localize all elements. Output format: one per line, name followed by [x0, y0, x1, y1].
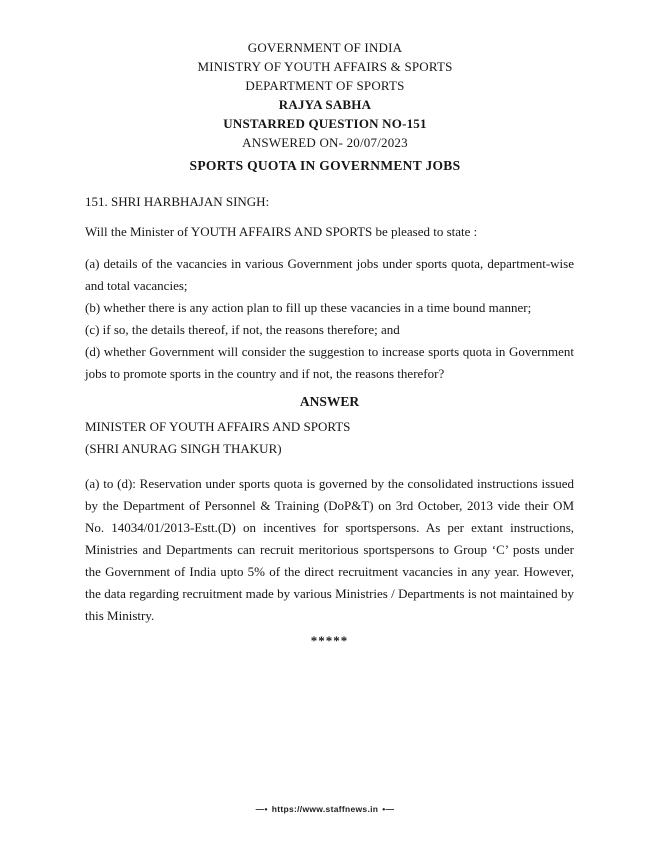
page-footer — [0, 804, 650, 814]
end-of-document-marker: ***** — [310, 633, 349, 648]
question-member-name: 151. SHRI HARBHAJAN SINGH: — [85, 194, 270, 209]
header-house: RAJYA SABHA — [278, 97, 372, 112]
header-government-of-india: GOVERNMENT OF INDIA — [247, 40, 403, 55]
answer-body-text: (a) to (d): Reservation under sports quota is governed by the consolidated instructions issued by the Department of Personnel & Training (DoP&T) on 3rd October, 2013 vide their OM No. 14034/01/2013-Estt.(D) on incentives for sportspersons. As per extant instructions, Ministries and Departments can recruit meritorious sportspersons to Group ‘C’ posts under the Government of India upto 5% of the direct recruitment vacancies in any year. However, the data regarding recruitment made by various Ministries / Departments is not maintained by this Ministry. — [85, 476, 574, 623]
minister-designation: MINISTER OF YOUTH AFFAIRS AND SPORTS — [85, 419, 351, 434]
header-ministry: MINISTRY OF YOUTH AFFAIRS & SPORTS — [197, 59, 453, 74]
document-header — [0, 0, 650, 152]
footer-decoration-left: —• — [255, 804, 268, 814]
header-department: DEPARTMENT OF SPORTS — [245, 78, 405, 93]
header-answered-on-date: ANSWERED ON- 20/07/2023 — [242, 135, 408, 150]
question-intro: Will the Minister of YOUTH AFFAIRS AND SPORTS be pleased to state : — [85, 224, 478, 239]
header-question-number: UNSTARRED QUESTION NO-151 — [223, 116, 427, 131]
question-item-d: (d) whether Government will consider the suggestion to increase sports quota in Government jobs to promote sports in the country and if not, the reasons therefor? — [85, 344, 574, 381]
minister-name: (SHRI ANURAG SINGH THAKUR) — [85, 441, 282, 456]
document-body — [85, 191, 574, 652]
document-title: SPORTS QUOTA IN GOVERNMENT JOBS — [189, 158, 461, 173]
question-item-c: (c) if so, the details thereof, if not, the reasons therefore; and — [85, 322, 400, 337]
question-section — [85, 191, 574, 385]
answer-heading: ANSWER — [299, 394, 360, 409]
footer-url: https://www.staffnews.in — [271, 804, 379, 814]
question-items — [85, 253, 574, 385]
footer-decoration-right: •— — [382, 804, 395, 814]
question-item-b: (b) whether there is any action plan to fill up these vacancies in a time bound manner; — [85, 300, 532, 315]
question-item-a: (a) details of the vacancies in various Government jobs under sports quota, department-wise and total vacancies; — [85, 256, 574, 293]
answer-section — [85, 391, 574, 652]
